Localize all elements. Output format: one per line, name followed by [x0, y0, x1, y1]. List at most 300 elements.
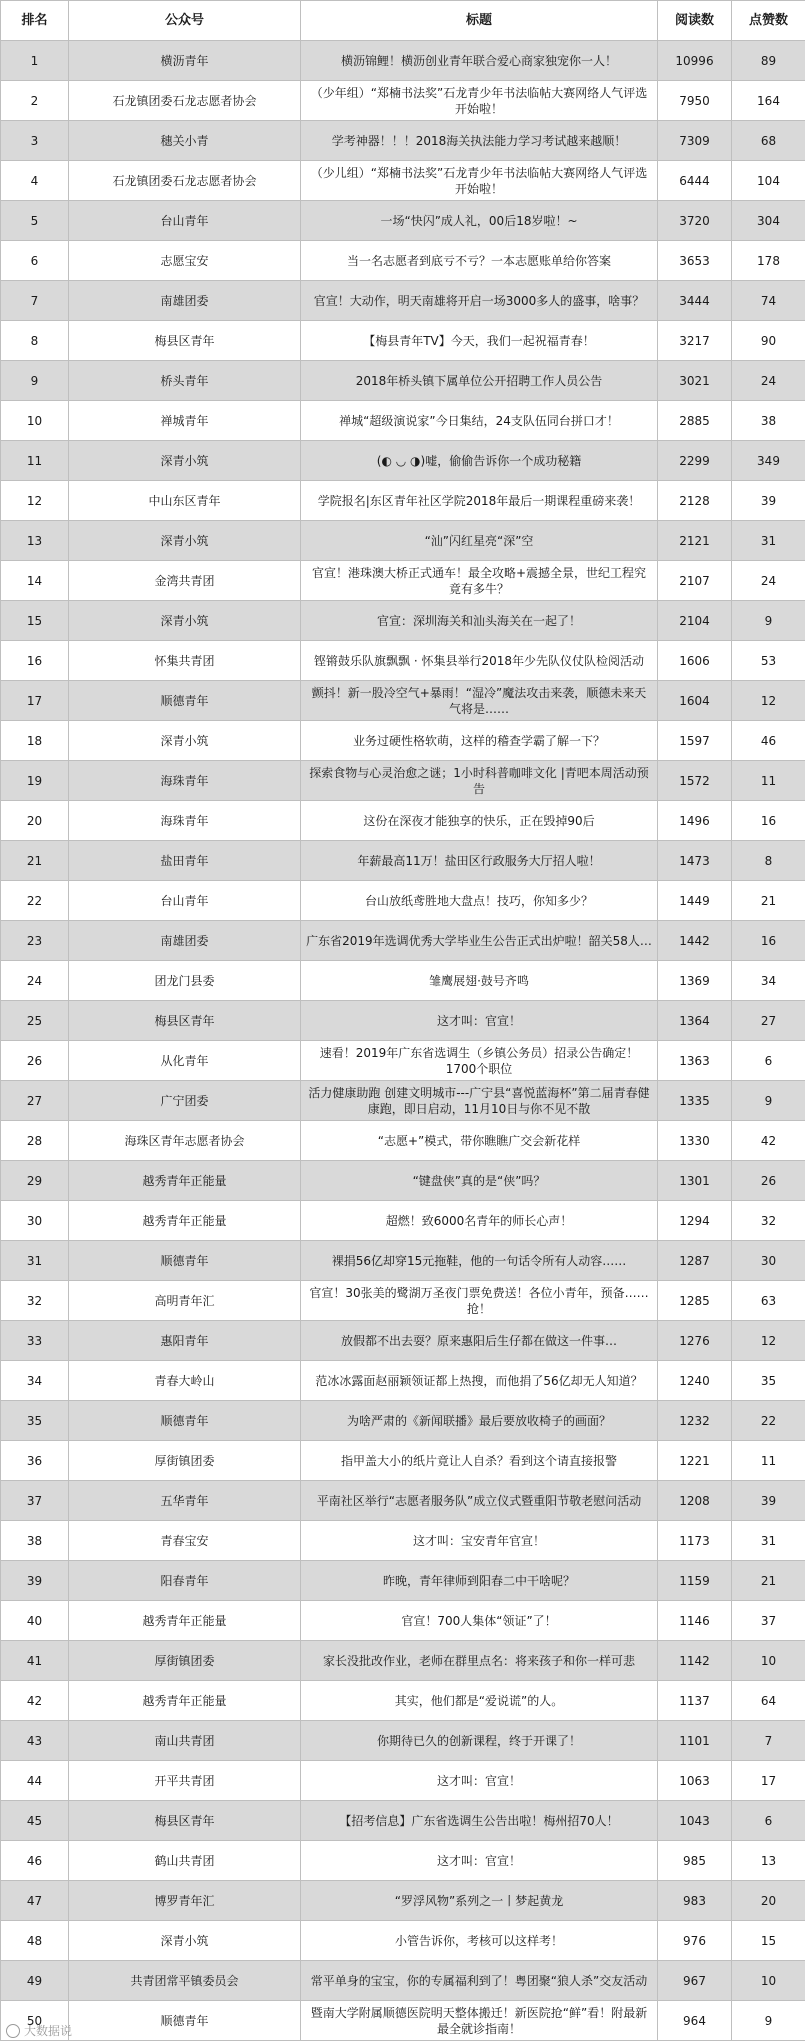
- account-cell: 南雄团委: [69, 921, 301, 961]
- reads-cell: 1146: [658, 1601, 732, 1641]
- rank-cell: 33: [1, 1321, 69, 1361]
- table-row: [1, 881, 805, 921]
- table-row: [1, 761, 805, 801]
- rank-cell: 29: [1, 1161, 69, 1201]
- rank-cell: 13: [1, 521, 69, 561]
- reads-cell: 1604: [658, 681, 732, 721]
- title-cell: 速看！2019年广东省选调生（乡镇公务员）招录公告确定！1700个职位: [301, 1041, 658, 1081]
- rank-cell: 2: [1, 81, 69, 121]
- account-cell: 青春大岭山: [69, 1361, 301, 1401]
- rank-cell: 20: [1, 801, 69, 841]
- title-cell: 放假都不出去耍？原来惠阳后生仔都在做这一件事…: [301, 1321, 658, 1361]
- reads-cell: 1240: [658, 1361, 732, 1401]
- table-row: [1, 1081, 805, 1121]
- account-cell: 台山青年: [69, 881, 301, 921]
- title-cell: 探索食物与心灵治愈之谜；1小时科普咖啡文化 |青吧本周活动预告: [301, 761, 658, 801]
- rank-cell: 47: [1, 1881, 69, 1921]
- header-row: [1, 1, 805, 41]
- reads-cell: 1335: [658, 1081, 732, 1121]
- likes-cell: 30: [732, 1241, 805, 1281]
- account-cell: 越秀青年正能量: [69, 1601, 301, 1641]
- reads-cell: 1137: [658, 1681, 732, 1721]
- header-reads: 阅读数: [658, 1, 732, 41]
- table-row: [1, 1881, 805, 1921]
- likes-cell: 24: [732, 561, 805, 601]
- account-cell: 横沥青年: [69, 41, 301, 81]
- account-cell: 共青团常平镇委员会: [69, 1961, 301, 2001]
- title-cell: “罗浮风物”系列之一丨梦起黄龙: [301, 1881, 658, 1921]
- title-cell: 活力健康助跑 创建文明城市---广宁县“喜悦蓝海杯”第二届青春健康跑，即日启动，11月10日与你不见不散: [301, 1081, 658, 1121]
- account-cell: 深青小筑: [69, 521, 301, 561]
- table-row: [1, 1441, 805, 1481]
- reads-cell: 976: [658, 1921, 732, 1961]
- reads-cell: 1496: [658, 801, 732, 841]
- table-row: [1, 801, 805, 841]
- title-cell: 为啥严肃的《新闻联播》最后要放收椅子的画面？: [301, 1401, 658, 1441]
- title-cell: 小管告诉你，考核可以这样考！: [301, 1921, 658, 1961]
- rank-cell: 30: [1, 1201, 69, 1241]
- rank-cell: 3: [1, 121, 69, 161]
- likes-cell: 16: [732, 921, 805, 961]
- likes-cell: 15: [732, 1921, 805, 1961]
- rank-cell: 6: [1, 241, 69, 281]
- table-row: [1, 601, 805, 641]
- rank-cell: 45: [1, 1801, 69, 1841]
- reads-cell: 1606: [658, 641, 732, 681]
- likes-cell: 104: [732, 161, 805, 201]
- reads-cell: 1363: [658, 1041, 732, 1081]
- rank-cell: 5: [1, 201, 69, 241]
- reads-cell: 1276: [658, 1321, 732, 1361]
- likes-cell: 53: [732, 641, 805, 681]
- title-cell: 雏鹰展翅·鼓号齐鸣: [301, 961, 658, 1001]
- reads-cell: 1294: [658, 1201, 732, 1241]
- title-cell: 官宣：深圳海关和汕头海关在一起了！: [301, 601, 658, 641]
- account-cell: 越秀青年正能量: [69, 1201, 301, 1241]
- account-cell: 桥头青年: [69, 361, 301, 401]
- likes-cell: 9: [732, 2001, 805, 2041]
- title-cell: （少年组）“郑楠书法奖”石龙青少年书法临帖大赛网络人气评选开始啦！: [301, 81, 658, 121]
- rank-cell: 39: [1, 1561, 69, 1601]
- title-cell: 指甲盖大小的纸片竟让人自杀？看到这个请直接报警: [301, 1441, 658, 1481]
- reads-cell: 1232: [658, 1401, 732, 1441]
- title-cell: 当一名志愿者到底亏不亏？一本志愿账单给你答案: [301, 241, 658, 281]
- table-row: [1, 641, 805, 681]
- table-row: [1, 561, 805, 601]
- account-cell: 梅县区青年: [69, 1001, 301, 1041]
- likes-cell: 20: [732, 1881, 805, 1921]
- reads-cell: 1043: [658, 1801, 732, 1841]
- rank-cell: 17: [1, 681, 69, 721]
- reads-cell: 2885: [658, 401, 732, 441]
- table-row: [1, 321, 805, 361]
- account-cell: 盐田青年: [69, 841, 301, 881]
- header-rank: 排名: [1, 1, 69, 41]
- title-cell: “汕”闪红星亮“深”空: [301, 521, 658, 561]
- account-cell: 青春宝安: [69, 1521, 301, 1561]
- table-row: [1, 201, 805, 241]
- title-cell: 【招考信息】广东省选调生公告出啦！梅州招70人！: [301, 1801, 658, 1841]
- table-row: [1, 1121, 805, 1161]
- reads-cell: 3720: [658, 201, 732, 241]
- account-cell: 越秀青年正能量: [69, 1681, 301, 1721]
- rank-cell: 7: [1, 281, 69, 321]
- table-row: [1, 481, 805, 521]
- likes-cell: 6: [732, 1801, 805, 1841]
- title-cell: 台山放纸鸢胜地大盘点！技巧，你知多少？: [301, 881, 658, 921]
- likes-cell: 11: [732, 761, 805, 801]
- title-cell: 横沥锦鲤！横沥创业青年联合爱心商家独宠你一人！: [301, 41, 658, 81]
- account-cell: 深青小筑: [69, 601, 301, 641]
- rank-cell: 24: [1, 961, 69, 1001]
- header-title: 标题: [301, 1, 658, 41]
- likes-cell: 35: [732, 1361, 805, 1401]
- table-row: [1, 161, 805, 201]
- rank-cell: 22: [1, 881, 69, 921]
- reads-cell: 1330: [658, 1121, 732, 1161]
- reads-cell: 1442: [658, 921, 732, 961]
- likes-cell: 10: [732, 1961, 805, 2001]
- account-cell: 穗关小青: [69, 121, 301, 161]
- reads-cell: 2299: [658, 441, 732, 481]
- account-cell: 顺德青年: [69, 2001, 301, 2041]
- table-row: [1, 1241, 805, 1281]
- likes-cell: 46: [732, 721, 805, 761]
- rank-cell: 27: [1, 1081, 69, 1121]
- rank-cell: 26: [1, 1041, 69, 1081]
- reads-cell: 7309: [658, 121, 732, 161]
- account-cell: 金湾共青团: [69, 561, 301, 601]
- table-row: [1, 1001, 805, 1041]
- reads-cell: 6444: [658, 161, 732, 201]
- reads-cell: 2121: [658, 521, 732, 561]
- likes-cell: 17: [732, 1761, 805, 1801]
- table-row: [1, 401, 805, 441]
- likes-cell: 9: [732, 1081, 805, 1121]
- account-cell: 深青小筑: [69, 441, 301, 481]
- account-cell: 深青小筑: [69, 721, 301, 761]
- rank-cell: 21: [1, 841, 69, 881]
- reads-cell: 1287: [658, 1241, 732, 1281]
- account-cell: 禅城青年: [69, 401, 301, 441]
- rank-cell: 15: [1, 601, 69, 641]
- likes-cell: 11: [732, 1441, 805, 1481]
- account-cell: 顺德青年: [69, 1241, 301, 1281]
- rank-cell: 46: [1, 1841, 69, 1881]
- likes-cell: 8: [732, 841, 805, 881]
- table-row: [1, 521, 805, 561]
- account-cell: 海珠区青年志愿者协会: [69, 1121, 301, 1161]
- rank-cell: 32: [1, 1281, 69, 1321]
- title-cell: 家长没批改作业，老师在群里点名：将来孩子和你一样可悲: [301, 1641, 658, 1681]
- account-cell: 石龙镇团委石龙志愿者协会: [69, 81, 301, 121]
- title-cell: “键盘侠”真的是“侠”吗？: [301, 1161, 658, 1201]
- header-account: 公众号: [69, 1, 301, 41]
- title-cell: 其实，他们都是“爱说谎”的人。: [301, 1681, 658, 1721]
- title-cell: “志愿+”模式，带你瞧瞧广交会新花样: [301, 1121, 658, 1161]
- rank-cell: 23: [1, 921, 69, 961]
- likes-cell: 31: [732, 521, 805, 561]
- likes-cell: 9: [732, 601, 805, 641]
- title-cell: 广东省2019年选调优秀大学毕业生公告正式出炉啦！韶关58人…: [301, 921, 658, 961]
- rank-cell: 36: [1, 1441, 69, 1481]
- account-cell: 越秀青年正能量: [69, 1161, 301, 1201]
- table-row: [1, 361, 805, 401]
- likes-cell: 74: [732, 281, 805, 321]
- watermark: [6, 2022, 72, 2039]
- reads-cell: 967: [658, 1961, 732, 2001]
- reads-cell: 10996: [658, 41, 732, 81]
- reads-cell: 1173: [658, 1521, 732, 1561]
- table-row: [1, 681, 805, 721]
- title-cell: 这才叫：宝安青年官宣！: [301, 1521, 658, 1561]
- rank-cell: 43: [1, 1721, 69, 1761]
- account-cell: 团龙门县委: [69, 961, 301, 1001]
- title-cell: 学院报名|东区青年社区学院2018年最后一期课程重磅来袭！: [301, 481, 658, 521]
- table-row: [1, 441, 805, 481]
- rank-cell: 37: [1, 1481, 69, 1521]
- table-row: [1, 1721, 805, 1761]
- account-cell: 广宁团委: [69, 1081, 301, 1121]
- likes-cell: 32: [732, 1201, 805, 1241]
- account-cell: 深青小筑: [69, 1921, 301, 1961]
- reads-cell: 3021: [658, 361, 732, 401]
- rank-cell: 31: [1, 1241, 69, 1281]
- likes-cell: 89: [732, 41, 805, 81]
- reads-cell: 964: [658, 2001, 732, 2041]
- account-cell: 南山共青团: [69, 1721, 301, 1761]
- rank-cell: 9: [1, 361, 69, 401]
- likes-cell: 12: [732, 681, 805, 721]
- title-cell: 你期待已久的创新课程，终于开课了！: [301, 1721, 658, 1761]
- table-row: [1, 2001, 805, 2041]
- table-row: [1, 1361, 805, 1401]
- likes-cell: 349: [732, 441, 805, 481]
- likes-cell: 26: [732, 1161, 805, 1201]
- title-cell: 【梅县青年TV】今天，我们一起祝福青春！: [301, 321, 658, 361]
- likes-cell: 10: [732, 1641, 805, 1681]
- likes-cell: 6: [732, 1041, 805, 1081]
- reads-cell: 3653: [658, 241, 732, 281]
- likes-cell: 22: [732, 1401, 805, 1441]
- likes-cell: 21: [732, 1561, 805, 1601]
- title-cell: (◐ ◡ ◑)嘘，偷偷告诉你一个成功秘籍: [301, 441, 658, 481]
- title-cell: 平南社区举行“志愿者服务队”成立仪式暨重阳节敬老慰问活动: [301, 1481, 658, 1521]
- title-cell: 官宣！30张美的鹭湖万圣夜门票免费送！各位小青年，预备……抢！: [301, 1281, 658, 1321]
- table-row: [1, 1601, 805, 1641]
- title-cell: 一场“快闪”成人礼，00后18岁啦！~: [301, 201, 658, 241]
- title-cell: 这才叫：官宣！: [301, 1761, 658, 1801]
- table-row: [1, 1921, 805, 1961]
- reads-cell: 985: [658, 1841, 732, 1881]
- title-cell: 这才叫：官宣！: [301, 1001, 658, 1041]
- account-cell: 中山东区青年: [69, 481, 301, 521]
- rank-cell: 48: [1, 1921, 69, 1961]
- likes-cell: 12: [732, 1321, 805, 1361]
- table-row: [1, 1041, 805, 1081]
- account-cell: 梅县区青年: [69, 321, 301, 361]
- table-row: [1, 1761, 805, 1801]
- table-row: [1, 1841, 805, 1881]
- title-cell: 禅城“超级演说家”今日集结，24支队伍同台拼口才！: [301, 401, 658, 441]
- account-cell: 海珠青年: [69, 801, 301, 841]
- title-cell: 2018年桥头镇下属单位公开招聘工作人员公告: [301, 361, 658, 401]
- table-row: [1, 1641, 805, 1681]
- likes-cell: 21: [732, 881, 805, 921]
- rank-cell: 28: [1, 1121, 69, 1161]
- account-cell: 石龙镇团委石龙志愿者协会: [69, 161, 301, 201]
- table-row: [1, 961, 805, 1001]
- likes-cell: 39: [732, 1481, 805, 1521]
- account-cell: 志愿宝安: [69, 241, 301, 281]
- table-row: [1, 1281, 805, 1321]
- account-cell: 梅县区青年: [69, 1801, 301, 1841]
- likes-cell: 24: [732, 361, 805, 401]
- table-row: [1, 81, 805, 121]
- reads-cell: 1221: [658, 1441, 732, 1481]
- rank-cell: 40: [1, 1601, 69, 1641]
- watermark-text: 大数据说: [24, 2024, 73, 2038]
- rank-cell: 11: [1, 441, 69, 481]
- table-row: [1, 281, 805, 321]
- reads-cell: 1301: [658, 1161, 732, 1201]
- account-cell: 南雄团委: [69, 281, 301, 321]
- likes-cell: 178: [732, 241, 805, 281]
- account-cell: 五华青年: [69, 1481, 301, 1521]
- reads-cell: 2107: [658, 561, 732, 601]
- rank-cell: 12: [1, 481, 69, 521]
- rank-cell: 8: [1, 321, 69, 361]
- header-likes: 点赞数: [732, 1, 805, 41]
- account-cell: 惠阳青年: [69, 1321, 301, 1361]
- rank-cell: 25: [1, 1001, 69, 1041]
- reads-cell: 3444: [658, 281, 732, 321]
- table-row: [1, 841, 805, 881]
- title-cell: 范冰冰露面赵丽颖领证都上热搜，而他捐了56亿却无人知道？: [301, 1361, 658, 1401]
- table-row: [1, 721, 805, 761]
- table-row: [1, 1401, 805, 1441]
- rank-cell: 34: [1, 1361, 69, 1401]
- likes-cell: 90: [732, 321, 805, 361]
- reads-cell: 983: [658, 1881, 732, 1921]
- reads-cell: 7950: [658, 81, 732, 121]
- reads-cell: 1364: [658, 1001, 732, 1041]
- reads-cell: 2104: [658, 601, 732, 641]
- rank-cell: 42: [1, 1681, 69, 1721]
- table-row: [1, 241, 805, 281]
- table-row: [1, 1521, 805, 1561]
- likes-cell: 7: [732, 1721, 805, 1761]
- account-cell: 怀集共青团: [69, 641, 301, 681]
- rank-cell: 35: [1, 1401, 69, 1441]
- likes-cell: 304: [732, 201, 805, 241]
- table-row: [1, 1161, 805, 1201]
- table-row: [1, 1321, 805, 1361]
- table-row: [1, 1801, 805, 1841]
- likes-cell: 39: [732, 481, 805, 521]
- account-cell: 从化青年: [69, 1041, 301, 1081]
- rank-cell: 18: [1, 721, 69, 761]
- title-cell: 官宣！700人集体“领证”了！: [301, 1601, 658, 1641]
- reads-cell: 1208: [658, 1481, 732, 1521]
- table-row: [1, 1561, 805, 1601]
- reads-cell: 1063: [658, 1761, 732, 1801]
- title-cell: 这份在深夜才能独享的快乐，正在毁掉90后: [301, 801, 658, 841]
- rank-cell: 41: [1, 1641, 69, 1681]
- likes-cell: 13: [732, 1841, 805, 1881]
- title-cell: 年薪最高11万！盐田区行政服务大厅招人啦！: [301, 841, 658, 881]
- title-cell: 业务过硬性格软萌，这样的稽查学霸了解一下？: [301, 721, 658, 761]
- likes-cell: 31: [732, 1521, 805, 1561]
- likes-cell: 38: [732, 401, 805, 441]
- title-cell: 裸捐56亿却穿15元拖鞋，他的一句话令所有人动容……: [301, 1241, 658, 1281]
- likes-cell: 16: [732, 801, 805, 841]
- rank-cell: 38: [1, 1521, 69, 1561]
- table-row: [1, 1201, 805, 1241]
- reads-cell: 1159: [658, 1561, 732, 1601]
- watermark-logo-icon: [6, 2024, 20, 2038]
- table-row: [1, 41, 805, 81]
- rank-cell: 4: [1, 161, 69, 201]
- likes-cell: 42: [732, 1121, 805, 1161]
- title-cell: 超燃！致6000名青年的师长心声！: [301, 1201, 658, 1241]
- rank-cell: 44: [1, 1761, 69, 1801]
- likes-cell: 34: [732, 961, 805, 1001]
- table-row: [1, 1961, 805, 2001]
- title-cell: （少儿组）“郑楠书法奖”石龙青少年书法临帖大赛网络人气评选开始啦！: [301, 161, 658, 201]
- account-cell: 博罗青年汇: [69, 1881, 301, 1921]
- reads-cell: 1101: [658, 1721, 732, 1761]
- title-cell: 这才叫：官宣！: [301, 1841, 658, 1881]
- account-cell: 顺德青年: [69, 681, 301, 721]
- title-cell: 学考神器！！！2018海关执法能力学习考试越来越顺！: [301, 121, 658, 161]
- reads-cell: 1597: [658, 721, 732, 761]
- likes-cell: 63: [732, 1281, 805, 1321]
- reads-cell: 1369: [658, 961, 732, 1001]
- title-cell: 颤抖！新一股冷空气+暴雨！“湿冷”魔法攻击来袭，顺德未来天气将是……: [301, 681, 658, 721]
- rank-cell: 50: [1, 2001, 69, 2041]
- table-row: [1, 1681, 805, 1721]
- reads-cell: 1449: [658, 881, 732, 921]
- title-cell: 铿锵鼓乐队旗飘飘 · 怀集县举行2018年少先队仪仗队检阅活动: [301, 641, 658, 681]
- account-cell: 高明青年汇: [69, 1281, 301, 1321]
- account-cell: 海珠青年: [69, 761, 301, 801]
- rank-cell: 16: [1, 641, 69, 681]
- reads-cell: 2128: [658, 481, 732, 521]
- account-cell: 台山青年: [69, 201, 301, 241]
- table-row: [1, 921, 805, 961]
- account-cell: 阳春青年: [69, 1561, 301, 1601]
- reads-cell: 3217: [658, 321, 732, 361]
- reads-cell: 1142: [658, 1641, 732, 1681]
- rank-cell: 10: [1, 401, 69, 441]
- title-cell: 官宣！港珠澳大桥正式通车！最全攻略+震撼全景，世纪工程究竟有多牛？: [301, 561, 658, 601]
- rank-cell: 1: [1, 41, 69, 81]
- reads-cell: 1285: [658, 1281, 732, 1321]
- likes-cell: 37: [732, 1601, 805, 1641]
- likes-cell: 27: [732, 1001, 805, 1041]
- rank-cell: 19: [1, 761, 69, 801]
- table-row: [1, 121, 805, 161]
- reads-cell: 1572: [658, 761, 732, 801]
- account-cell: 鹤山共青团: [69, 1841, 301, 1881]
- table-row: [1, 1481, 805, 1521]
- title-cell: 常平单身的宝宝，你的专属福利到了！粤团聚“狼人杀”交友活动: [301, 1961, 658, 2001]
- title-cell: 官宣！大动作，明天南雄将开启一场3000多人的盛事，啥事？: [301, 281, 658, 321]
- account-cell: 顺德青年: [69, 1401, 301, 1441]
- reads-cell: 1473: [658, 841, 732, 881]
- rank-cell: 14: [1, 561, 69, 601]
